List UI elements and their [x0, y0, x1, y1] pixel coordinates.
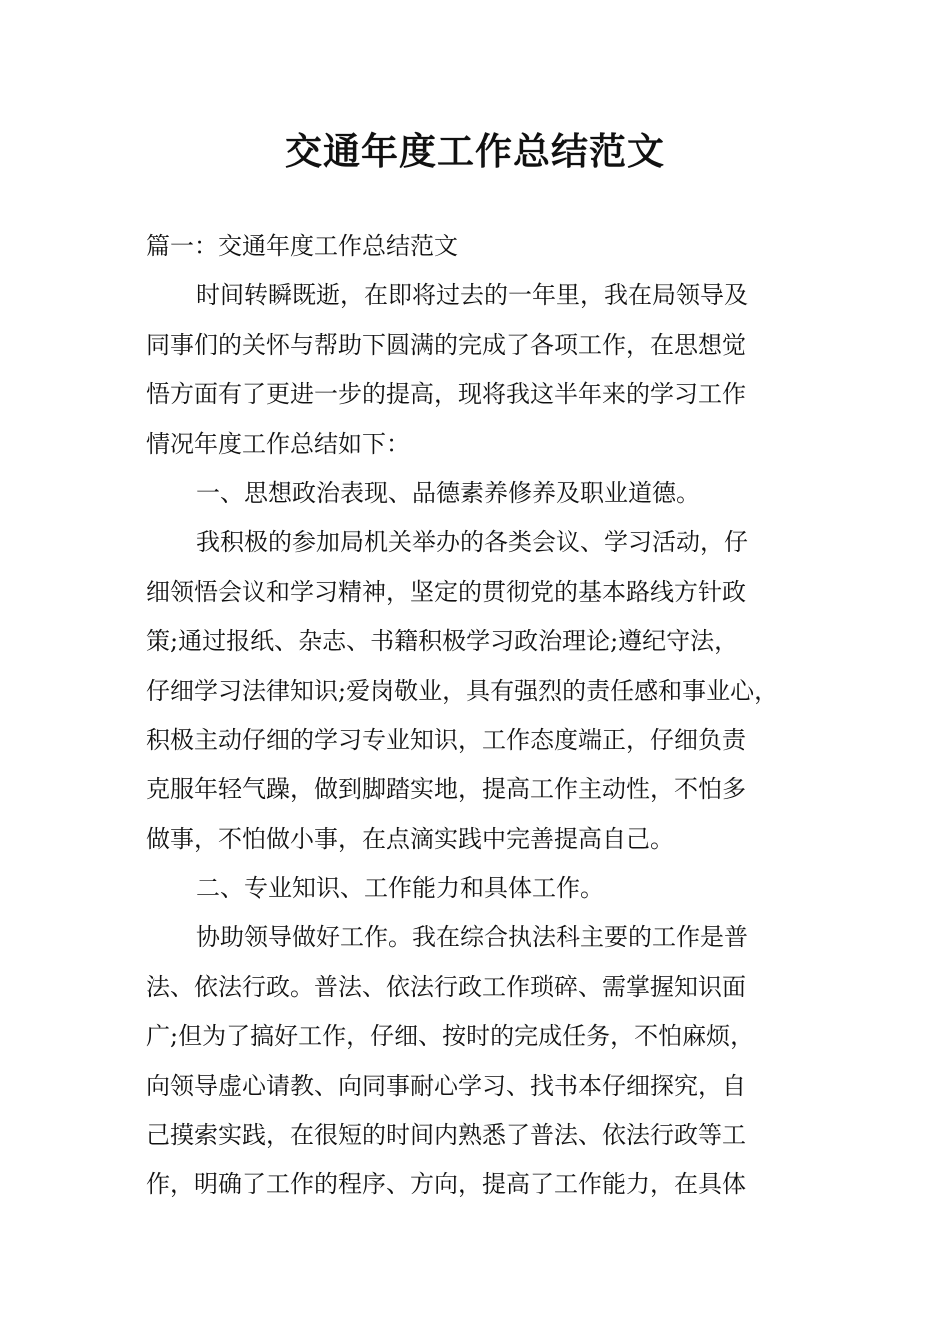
- paragraph-line: 协助领导做好工作。我在综合执法科主要的工作是普: [196, 923, 748, 952]
- paragraph-line: 己摸索实践，在很短的时间内熟悉了普法、依法行政等工: [146, 1121, 746, 1150]
- paragraph-line: 克服年轻气躁，做到脚踏实地，提高工作主动性，不怕多: [146, 775, 746, 804]
- paragraph-line: 细领悟会议和学习精神，坚定的贯彻党的基本路线方针政: [146, 577, 746, 606]
- document-title: 交通年度工作总结范文: [285, 130, 665, 173]
- paragraph-line: 情况年度工作总结如下：: [146, 429, 410, 458]
- paragraph-line: 同事们的关怀与帮助下圆满的完成了各项工作，在思想觉: [146, 330, 746, 359]
- paragraph-line: 法、依法行政。普法、依法行政工作琐碎、需掌握知识面: [146, 972, 746, 1001]
- paragraph-line: 时间转瞬既逝，在即将过去的一年里，我在局领导及: [196, 281, 748, 310]
- paragraph-line: 悟方面有了更进一步的提高，现将我这半年来的学习工作: [146, 380, 746, 409]
- paragraph-line: 积极主动仔细的学习专业知识，工作态度端正，仔细负责: [146, 725, 746, 754]
- subsection-heading: 二、专业知识、工作能力和具体工作。: [196, 874, 604, 903]
- paragraph-line: 向领导虚心请教、向同事耐心学习、找书本仔细探究，自: [146, 1071, 746, 1100]
- section-heading: 篇一：交通年度工作总结范文: [146, 232, 458, 260]
- paragraph-line: 我积极的参加局机关举办的各类会议、学习活动，仔: [196, 528, 748, 557]
- document-body: [146, 222, 826, 1210]
- paragraph-line: 广;但为了搞好工作，仔细、按时的完成任务，不怕麻烦，: [146, 1022, 755, 1051]
- paragraph-line: 策;通过报纸、杂志、书籍积极学习政治理论;遵纪守法，: [146, 627, 739, 656]
- subsection-heading: 一、思想政治表现、品德素养修养及职业道德。: [196, 478, 700, 507]
- paragraph-line: 作，明确了工作的程序、方向，提高了工作能力，在具体: [146, 1170, 746, 1199]
- paragraph-line: 做事，不怕做小事，在点滴实践中完善提高自己。: [146, 824, 674, 853]
- paragraph-line: 仔细学习法律知识;爱岗敬业，具有强烈的责任感和事业心，: [146, 676, 779, 705]
